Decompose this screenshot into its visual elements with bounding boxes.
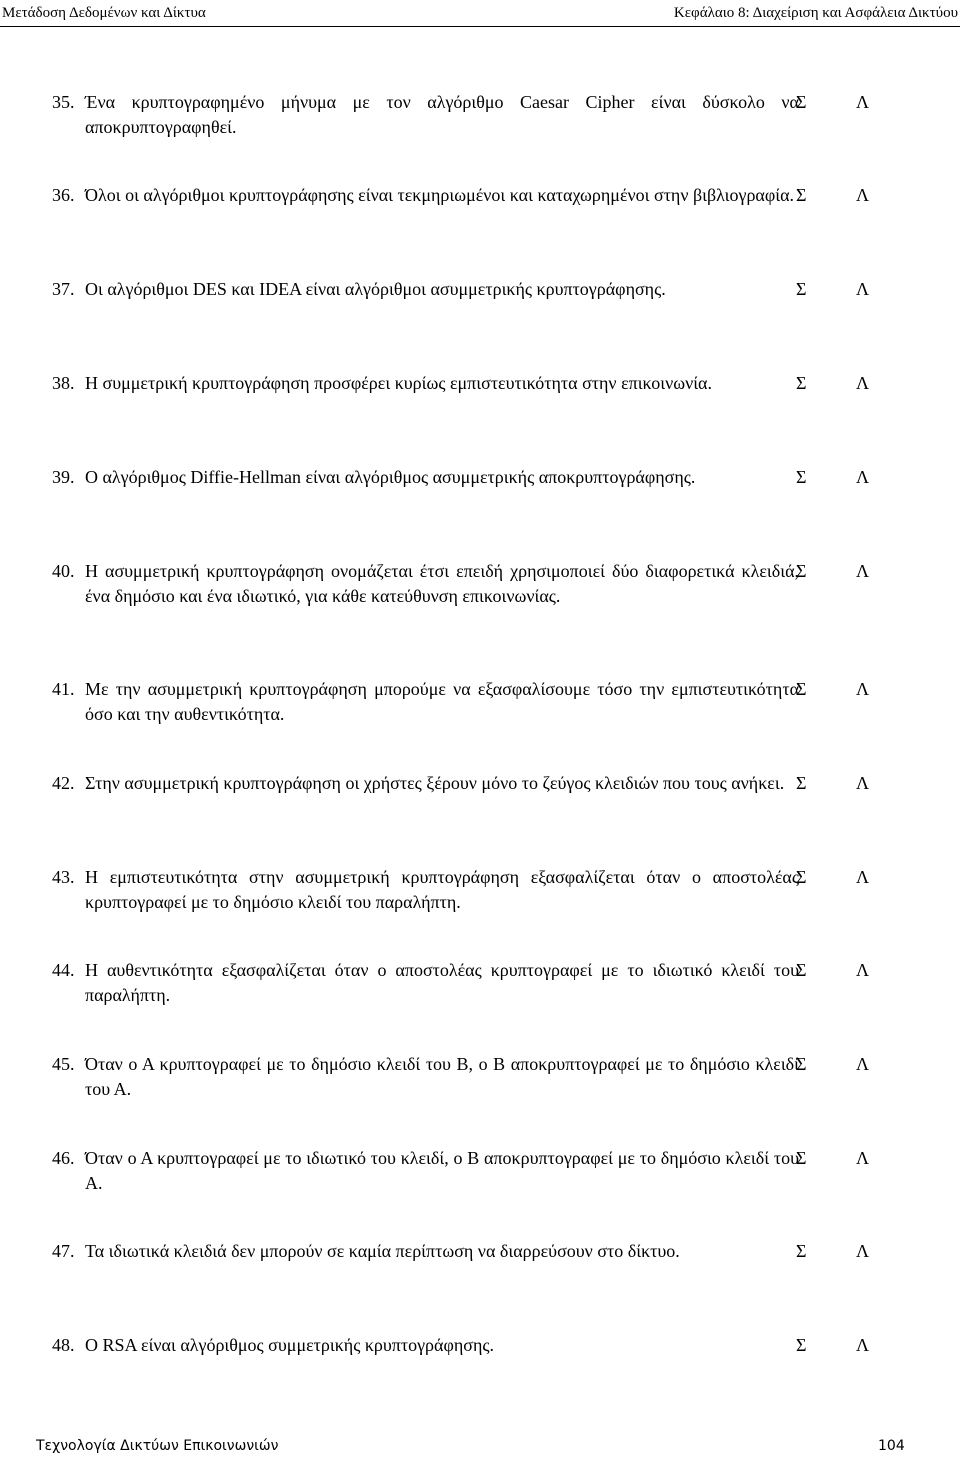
footer-title: Τεχνολογία Δικτύων Επικοινωνιών (36, 1438, 279, 1454)
question-number: 47. (52, 1241, 75, 1261)
true-option[interactable]: Σ (796, 773, 807, 793)
question-text: Οι αλγόριθμοι DES και IDEA είναι αλγόριθμοι ασυμμετρικής κρυπτογράφησης. (85, 279, 666, 299)
true-option[interactable]: Σ (796, 373, 807, 393)
question-text: Με την ασυμμετρική κρυπτογράφηση μπορούμε να εξασφαλίσουμε τόσο την εμπιστευτικότητα όσο και την αυθεντικότητα. (85, 679, 799, 724)
question-number: 36. (52, 185, 75, 205)
question-number: 45. (52, 1054, 75, 1074)
question-text: Ο RSA είναι αλγόριθμος συμμετρικής κρυπτογράφησης. (85, 1335, 495, 1355)
false-option[interactable]: Λ (856, 185, 870, 205)
true-option[interactable]: Σ (796, 1148, 807, 1168)
true-option[interactable]: Σ (796, 867, 807, 887)
false-option[interactable]: Λ (856, 773, 870, 793)
question-text: Όταν ο Α κρυπτογραφεί με το ιδιωτικό του κλειδί, ο Β αποκρυπτογραφεί με το δημόσιο κλειδί του Α. (85, 1148, 799, 1193)
true-option[interactable]: Σ (796, 679, 807, 699)
question-number: 37. (52, 279, 75, 299)
page-header (0, 0, 960, 30)
question-text: Όλοι οι αλγόριθμοι κρυπτογράφησης είναι τεκμηριωμένοι και καταχωρημένοι στην βιβλιογραφία. (85, 185, 795, 205)
false-option[interactable]: Λ (856, 1054, 870, 1074)
question-number: 40. (52, 561, 75, 581)
true-option[interactable]: Σ (796, 1335, 807, 1355)
false-option[interactable]: Λ (856, 561, 870, 581)
false-option[interactable]: Λ (856, 867, 870, 887)
question-text: Στην ασυμμετρική κρυπτογράφηση οι χρήστες ξέρουν μόνο το ζεύγος κλειδιών που τους ανήκει. (85, 773, 785, 793)
true-option[interactable]: Σ (796, 467, 807, 487)
question-text: Η αυθεντικότητα εξασφαλίζεται όταν ο αποστολέας κρυπτογραφεί με το ιδιωτικό κλειδί του παραλήπτη. (85, 960, 799, 1005)
question-text: Η συμμετρική κρυπτογράφηση προσφέρει κυρίως εμπιστευτικότητα στην επικοινωνία. (85, 373, 712, 393)
question-number: 42. (52, 773, 75, 793)
question-number: 39. (52, 467, 75, 487)
question-number: 44. (52, 960, 75, 980)
question-text: Ο αλγόριθμος Diffie-Hellman είναι αλγόριθμος ασυμμετρικής αποκρυπτογράφησης. (85, 467, 696, 487)
false-option[interactable]: Λ (856, 92, 870, 112)
question-text: Η ασυμμετρική κρυπτογράφηση ονομάζεται έτσι επειδή χρησιμοποιεί δύο διαφορετικά κλειδιά, ένα δημόσιο και ένα ιδιωτικό, για κάθε κατεύθυνση επικοινωνίας. (85, 561, 799, 606)
question-text: Τα ιδιωτικά κλειδιά δεν μπορούν σε καμία περίπτωση να διαρρεύσουν στο δίκτυο. (85, 1241, 680, 1261)
page-number: 104 (878, 1438, 905, 1454)
true-option[interactable]: Σ (796, 561, 807, 581)
false-option[interactable]: Λ (856, 1148, 870, 1168)
false-option[interactable]: Λ (856, 467, 870, 487)
header-rule (0, 26, 960, 27)
true-option[interactable]: Σ (796, 279, 807, 299)
page-footer (0, 1436, 960, 1460)
true-option[interactable]: Σ (796, 185, 807, 205)
true-option[interactable]: Σ (796, 960, 807, 980)
question-text: Όταν ο Α κρυπτογραφεί με το δημόσιο κλειδί του Β, ο Β αποκρυπτογραφεί με το δημόσιο κλειδί του Α. (85, 1054, 799, 1099)
header-title-left: Μετάδοση Δεδομένων και Δίκτυα (2, 5, 206, 21)
false-option[interactable]: Λ (856, 279, 870, 299)
question-number: 43. (52, 867, 75, 887)
question-text: Η εμπιστευτικότητα στην ασυμμετρική κρυπτογράφηση εξασφαλίζεται όταν ο αποστολέας κρυπτογραφεί με το δημόσιο κλειδί του παραλήπτη. (85, 867, 799, 912)
false-option[interactable]: Λ (856, 1241, 870, 1261)
question-number: 46. (52, 1148, 75, 1168)
question-number: 35. (52, 92, 75, 112)
true-option[interactable]: Σ (796, 92, 807, 112)
false-option[interactable]: Λ (856, 960, 870, 980)
true-option[interactable]: Σ (796, 1241, 807, 1261)
question-number: 48. (52, 1335, 75, 1355)
false-option[interactable]: Λ (856, 1335, 870, 1355)
question-number: 41. (52, 679, 75, 699)
true-option[interactable]: Σ (796, 1054, 807, 1074)
question-text: Ένα κρυπτογραφημένο μήνυμα με τον αλγόριθμο Caesar Cipher είναι δύσκολο να αποκρυπτογραφηθεί. (85, 92, 799, 137)
false-option[interactable]: Λ (856, 679, 870, 699)
header-title-right: Κεφάλαιο 8: Διαχείριση και Ασφάλεια Δικτύου (673, 5, 958, 21)
false-option[interactable]: Λ (856, 373, 870, 393)
question-number: 38. (52, 373, 75, 393)
